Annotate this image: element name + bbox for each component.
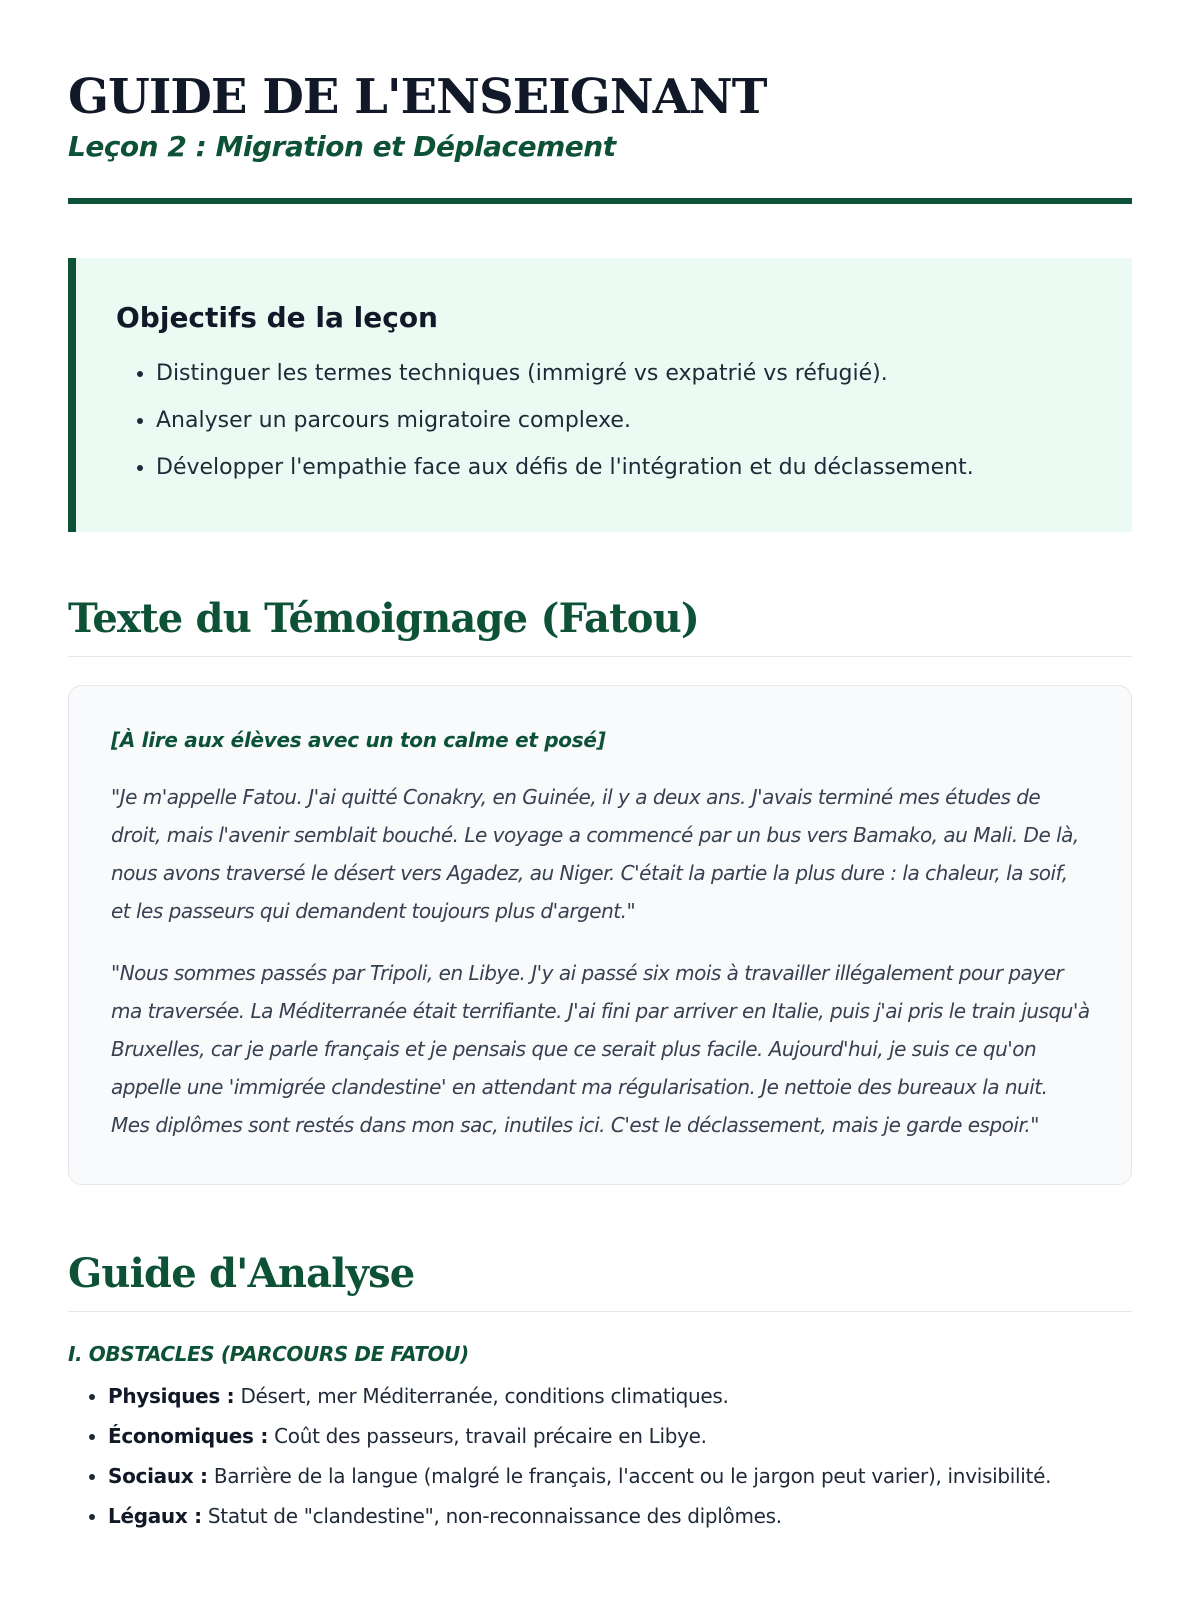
obstacle-label: Économiques : — [108, 1424, 269, 1448]
obstacle-text: Statut de "clandestine", non-reconnaissance des diplômes. — [201, 1504, 782, 1528]
testimony-heading: Texte du Témoignage (Fatou) — [68, 592, 1132, 657]
objective-item: • Distinguer les termes techniques (immigré vs expatrié vs réfugié). — [156, 350, 1092, 397]
obstacle-text: Désert, mer Méditerranée, conditions climatiques. — [234, 1384, 729, 1408]
testimony-box — [68, 685, 1132, 1185]
obstacle-text: Barrière de la langue (malgré le français, l'accent ou le jargon peut varier), invisibilité. — [207, 1464, 1052, 1488]
lesson-subtitle: Leçon 2 : Migration et Déplacement — [68, 130, 616, 163]
objective-item: • Développer l'empathie face aux défis de l'intégration et du déclassement. — [156, 444, 1092, 491]
objective-item: • Analyser un parcours migratoire complexe. — [156, 397, 1092, 444]
title-divider — [68, 198, 1132, 204]
objectives-box — [68, 258, 1132, 532]
obstacle-text: Coût des passeurs, travail précaire en Libye. — [268, 1424, 707, 1448]
obstacle-label: Sociaux : — [108, 1464, 208, 1488]
obstacle-label: Physiques : — [108, 1384, 235, 1408]
obstacle-item — [108, 1456, 1132, 1496]
analysis-heading: Guide d'Analyse — [68, 1247, 1132, 1312]
obstacles-list — [68, 1376, 1132, 1536]
obstacle-item — [108, 1416, 1132, 1456]
page-title: GUIDE DE L'ENSEIGNANT — [68, 69, 767, 125]
obstacle-item — [108, 1496, 1132, 1536]
objectives-list — [116, 350, 1092, 491]
testimony-paragraph: "Nous sommes passés par Tripoli, en Libye. J'y ai passé six mois à travailler illégalement pour payer ma traversée. La Méditerranée était terrifiante. J'ai fini par arriver en Italie, puis j'ai pris le train jusqu'à Bruxelles, car je parle français et je pensais que ce serait plus facile. Aujourd'hui, je suis ce qu'on appelle une 'immigrée clandestine' en attendant ma régularisation. Je nettoie des bureaux la nuit. Mes diplômes sont restés dans mon sac, inutiles ici. C'est le déclassement, mais je garde espoir." — [111, 961, 1090, 1137]
obstacle-item — [108, 1376, 1132, 1416]
obstacle-label: Légaux : — [108, 1504, 202, 1528]
obstacles-subheading: I. OBSTACLES (PARCOURS DE FATOU) — [68, 1342, 469, 1366]
reading-instruction: [À lire aux élèves avec un ton calme et posé] — [111, 728, 606, 752]
objectives-heading: Objectifs de la leçon — [116, 301, 438, 334]
testimony-paragraph: "Je m'appelle Fatou. J'ai quitté Conakry, en Guinée, il y a deux ans. J'avais terminé mes études de droit, mais l'avenir semblait bouché. Le voyage a commencé par un bus vers Bamako, au Mali. De là, nous avons traversé le désert vers Agadez, au Niger. C'était la partie la plus dure : la chaleur, la soif, et les passeurs qui demandent toujours plus d'argent." — [111, 785, 1079, 923]
